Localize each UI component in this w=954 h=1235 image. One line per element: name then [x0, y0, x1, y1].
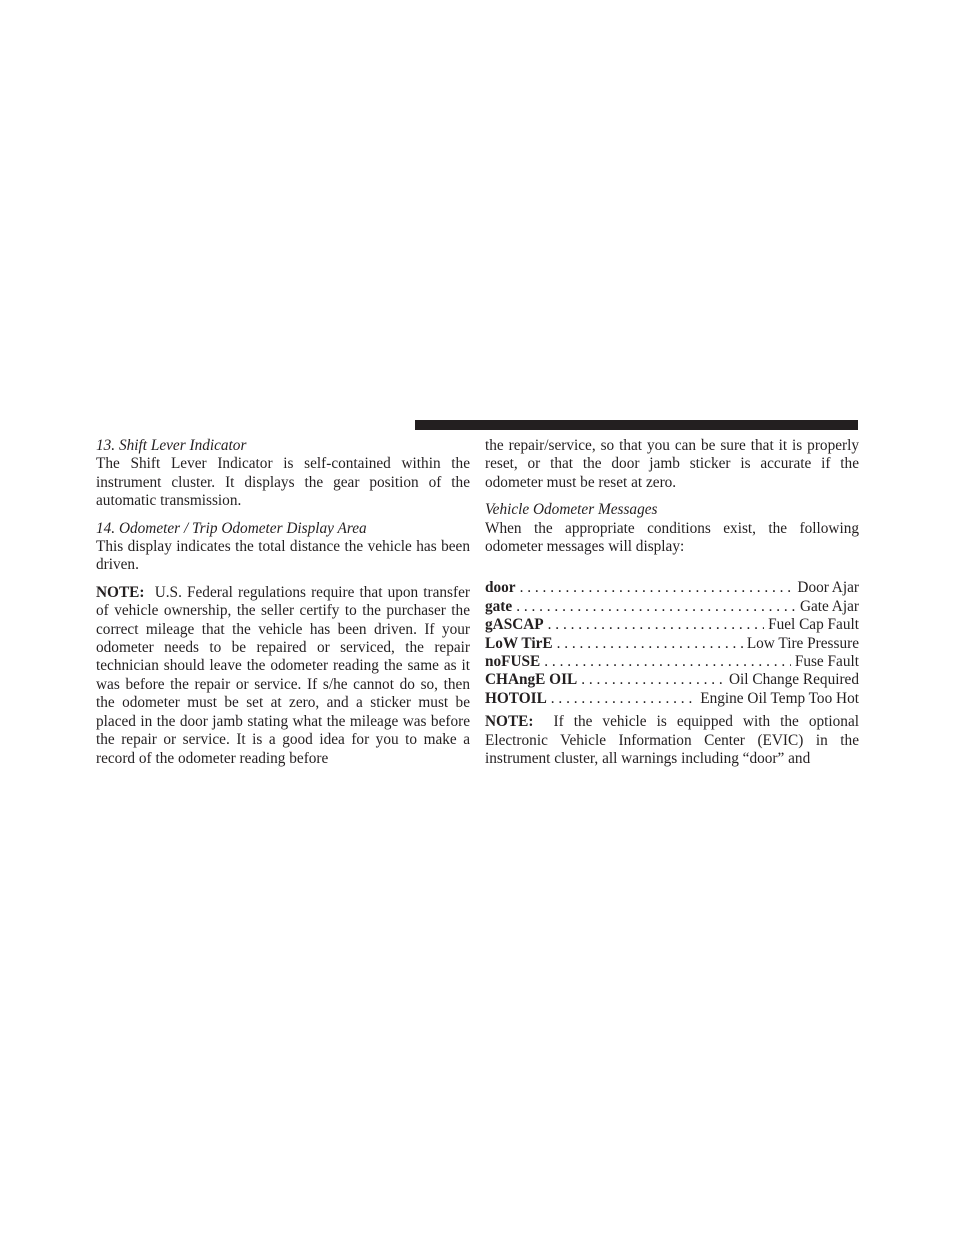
- message-description: Oil Change Required: [729, 671, 859, 689]
- note-odometer: [96, 584, 470, 768]
- message-description: Low Tire Pressure: [746, 634, 859, 652]
- message-description: Gate Ajar: [799, 597, 859, 615]
- message-code: gASCAP: [485, 616, 544, 634]
- message-row-change-oil: [485, 671, 859, 689]
- message-row-nofuse: [485, 653, 859, 671]
- dot-leader: [557, 635, 743, 653]
- note-text: If the vehicle is equipped with the optional Electronic Vehicle Information Center (EVIC) in the instrument cluster, all warnings including “door” and: [485, 713, 859, 767]
- note-label: NOTE:: [96, 583, 145, 601]
- note-evic: [485, 713, 859, 768]
- paragraph-messages-intro: When the appropriate conditions exist, the following odometer messages will display:: [485, 519, 859, 556]
- message-code: CHAngE OIL: [485, 671, 578, 689]
- paragraph-shift-lever: The Shift Lever Indicator is self-contained within the instrument cluster. It displays the gear position of the automatic transmission.: [96, 455, 470, 510]
- message-code: noFUSE: [485, 653, 541, 670]
- message-row-door: [485, 579, 859, 597]
- heading-odometer-display: 14. Odometer / Trip Odometer Display Area: [96, 519, 367, 537]
- heading-shift-lever-indicator: 13. Shift Lever Indicator: [96, 437, 247, 454]
- message-row-gate: [485, 598, 859, 616]
- message-code: gate: [485, 597, 513, 615]
- message-description: Engine Oil Temp Too Hot: [700, 689, 859, 707]
- dot-leader: [548, 616, 764, 634]
- dot-leader: [544, 653, 791, 671]
- paragraph-odometer: This display indicates the total distance the vehicle has been driven.: [96, 538, 470, 574]
- dot-leader: [551, 690, 696, 708]
- dot-leader: [520, 579, 794, 597]
- heading-vehicle-odometer-messages: Vehicle Odometer Messages: [485, 501, 658, 519]
- note-label: NOTE:: [485, 713, 534, 731]
- left-column: [96, 437, 470, 768]
- message-description: Door Ajar: [797, 579, 859, 597]
- message-description: Fuse Fault: [794, 653, 859, 670]
- message-row-gascap: [485, 616, 859, 634]
- dot-leader: [516, 598, 796, 616]
- odometer-messages-list: [485, 579, 859, 708]
- right-column: [485, 437, 859, 768]
- note-text: U.S. Federal regulations require that upon transfer of vehicle ownership, the seller certify to the purchaser the correct mileage that the vehicle has been driven. If your odometer needs to be repaired or serviced, the repair technician should leave the odometer reading the same as it was before the repair or service. If s/he cannot do so, then the odometer must be set at zero, and a sticker must be placed in the door jamb stating what the mileage was before the repair or service. It is a good idea for you to make a record of the odometer reading before: [96, 583, 470, 767]
- section-header-bar: [415, 420, 858, 430]
- message-code: door: [485, 579, 516, 597]
- message-description: Fuel Cap Fault: [768, 616, 859, 634]
- message-row-low-tire: [485, 635, 859, 653]
- message-row-hotoil: [485, 690, 859, 708]
- dot-leader: [581, 671, 725, 689]
- message-code: LoW TirE: [485, 634, 553, 652]
- message-code: HOTOIL: [485, 689, 547, 707]
- paragraph-continued: the repair/service, so that you can be sure that it is properly reset, or that the door jamb sticker is accurate if the odometer must be reset at zero.: [485, 437, 859, 491]
